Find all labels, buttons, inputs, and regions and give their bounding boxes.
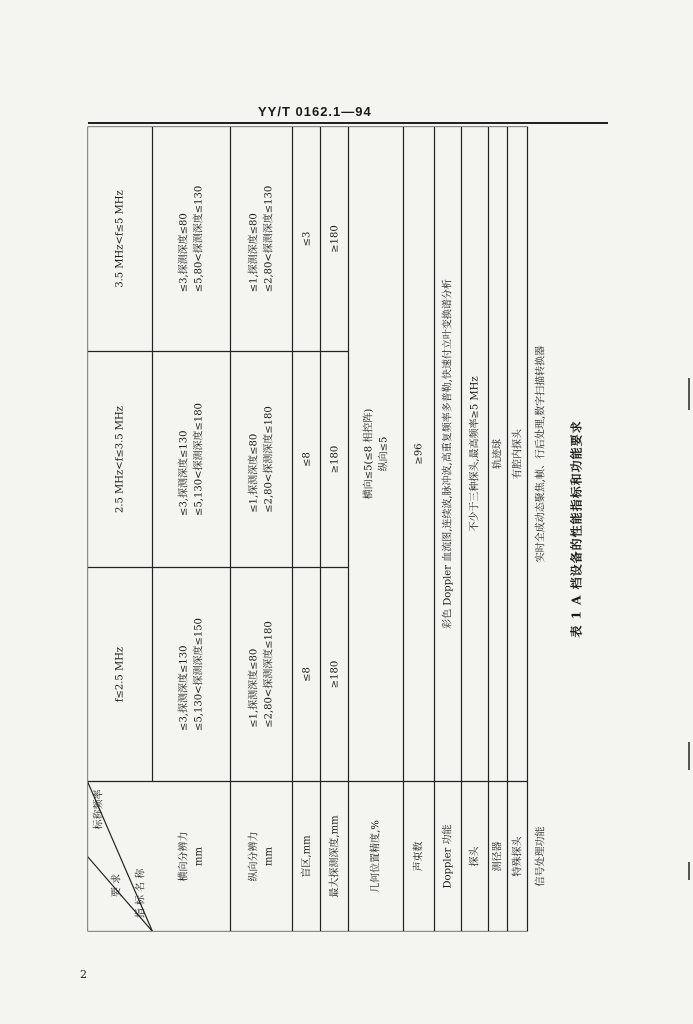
margin-mark	[688, 862, 690, 880]
table-cell	[230, 351, 292, 567]
corner-bottom-left: 指 标 名 称	[134, 868, 146, 918]
cell-line: ≤1,探测深度≤80	[248, 212, 259, 292]
corner-middle: 要 求	[110, 873, 122, 897]
row-label: 探头	[469, 846, 480, 866]
row-label-cell	[230, 781, 292, 931]
cell-line: ≤3,探测深度≤80	[178, 212, 189, 292]
cell-line: 纵向≤5	[377, 436, 389, 471]
table-1	[87, 126, 607, 931]
span-cell: 有腔内探头	[511, 428, 523, 479]
table-cell: ≤8	[300, 666, 312, 682]
table-cell	[152, 567, 230, 781]
table-caption: 表 1 A 档设备的性能指标和功能要求	[569, 419, 583, 638]
cell-line: ≤2,80<探测深度≤180	[263, 620, 274, 728]
row-label: 最大探测深度,mm	[328, 814, 340, 898]
column-header: f≤2.5 MHz	[114, 646, 125, 702]
row-label: 纵向分辨力	[248, 831, 259, 881]
cell-line: ≤2,80<探测深度≤180	[263, 405, 274, 513]
cell-line: ≤1,探测深度≤80	[248, 433, 259, 513]
column-header: 3.5 MHz<f≤5 MHz	[114, 189, 125, 288]
table-cell: ≥180	[328, 660, 340, 688]
table-cell: ≥180	[328, 224, 340, 253]
page-number: 2	[80, 968, 87, 981]
row-label: 声束数	[413, 841, 424, 871]
cell-line: ≤1,探测深度≤80	[248, 648, 259, 728]
cell-line: ≤5,130<探测深度≤150	[193, 617, 204, 731]
span-cell: ≥96	[413, 442, 424, 465]
table-cell	[152, 126, 230, 351]
header-rule	[88, 122, 608, 124]
cell-line: ≤2,80<探测深度≤130	[263, 185, 274, 292]
row-unit: mm	[263, 846, 274, 866]
cell-line: ≤3,探测深度≤130	[178, 430, 189, 516]
row-label: 几何位置精度,%	[370, 819, 381, 893]
margin-mark	[688, 378, 690, 410]
row-label: 盲区,mm	[300, 834, 312, 878]
column-header: 2.5 MHz<f≤3.5 MHz	[114, 405, 125, 513]
corner-top-right: 标称频率	[92, 789, 104, 829]
table-cell: ≥180	[328, 445, 340, 473]
cell-line: ≤3,探测深度≤130	[178, 645, 189, 731]
cell-line: ≤5,80<探测深度≤130	[193, 185, 204, 292]
span-cell: 实时全成动态聚焦,帧、行后处理,数字扫描转换器	[534, 345, 546, 562]
standard-header: YY/T 0162.1—94	[258, 104, 372, 119]
row-label: 特殊探头	[511, 836, 523, 876]
table-cell: ≤3	[300, 231, 312, 246]
table-cell	[230, 567, 292, 781]
table-cell	[230, 126, 292, 351]
row-label: 横向分辨力	[178, 831, 189, 881]
row-label-cell	[152, 781, 230, 931]
span-cell: 不少于三种探头,最高频率≥5 MHz	[469, 375, 480, 532]
row-unit: mm	[193, 846, 204, 866]
cell-line: 横向≤5(≤8 相控阵)	[362, 408, 374, 499]
table-cell: ≤8	[300, 451, 312, 467]
rotated-table-stage	[87, 126, 607, 931]
span-cell: 彩色 Doppler 血流图,连续波,脉冲波,高重复频率多普勒,快速付立叶变换谱分析	[442, 278, 453, 629]
span-cell	[348, 126, 403, 781]
row-label: Doppler 功能	[442, 824, 453, 888]
cell-line: ≤5,130<探测深度≤180	[193, 402, 204, 516]
span-cell: 轨迹球	[492, 438, 503, 469]
table-cell	[152, 351, 230, 567]
margin-mark	[688, 742, 690, 770]
row-label: 测径器	[492, 841, 503, 871]
row-label: 信号处理功能	[534, 826, 546, 886]
